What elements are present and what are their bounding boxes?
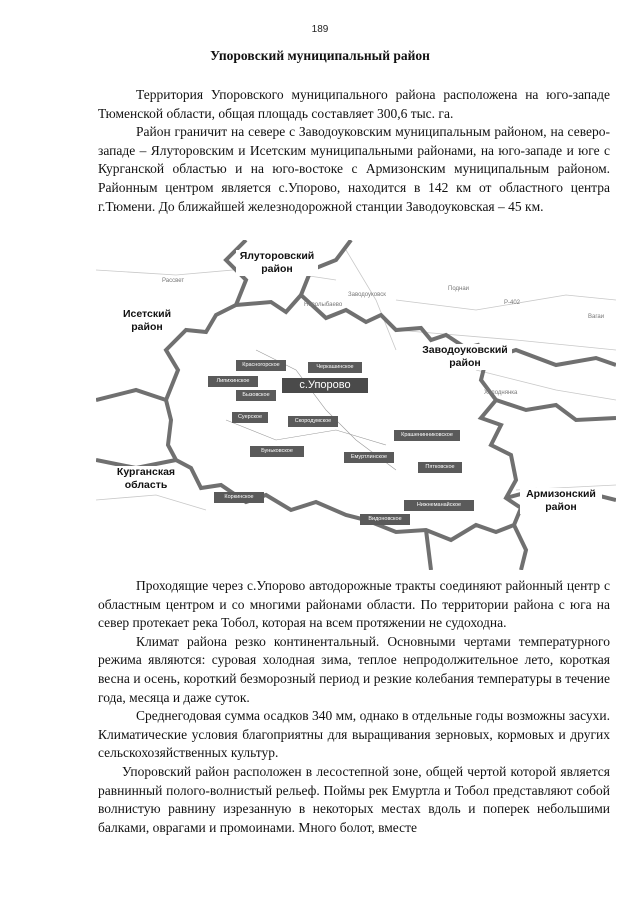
minor-label: Холоднянка xyxy=(484,390,518,396)
settlement-label: Бызовское xyxy=(236,390,276,401)
settlement-label: Красногорское xyxy=(236,360,286,371)
paragraph: Климат района резко континентальный. Основными чертами температурного режима являются: суровая холодная зима, теплое непродолжительное лето, короткая весна и осень, короткий безморозный период и резкие колебания температуры в течение года, месяца и даже суток. xyxy=(98,633,610,705)
body-text xyxy=(98,577,610,837)
settlement-label: Пятковское xyxy=(418,462,462,473)
settlement-label: Черкашинское xyxy=(308,362,362,373)
center-label: с.Упорово xyxy=(282,378,368,393)
settlement-label: Скородумское xyxy=(288,416,338,427)
paragraph: Упоровский район расположен в лесостепной зоне, общей чертой которой является равнинный полого-волнистый рельеф. Поймы рек Емуртла и Тобол представляют собой волнистую равнину изрезанную в некоторых местах вдоль и поперек небольшими балками, оврагами и промоинами. Много болот, вместе xyxy=(98,763,610,835)
settlement-label: Видоновское xyxy=(360,514,410,525)
minor-label: Р-402 xyxy=(504,300,521,306)
paragraph: Проходящие через с.Упорово автодорожные тракты соединяют районный центр с областным центром и со многими районами области. По территории района с юга на север протекает река Тобол, которая на всем протяжении не судоходна. xyxy=(98,578,610,631)
minor-label: Вагаи xyxy=(588,314,605,320)
settlement-label: Суерское xyxy=(232,412,268,423)
settlement-label: Липихинское xyxy=(208,376,258,387)
minor-label: Новолыбаево xyxy=(304,302,343,308)
page-title: Упоровский муниципальный район xyxy=(210,48,430,63)
minor-label: Поднаи xyxy=(448,286,470,292)
settlement-label: Нижнеманайское xyxy=(404,500,474,511)
region-label-armizon: Армизонский район xyxy=(520,488,602,514)
settlement-label: Буньковское xyxy=(250,446,304,457)
region-label-yalutorovsky: Ялуторовский район xyxy=(236,250,318,276)
minor-label: Рассвет xyxy=(162,278,185,284)
settlement-label: Коркинское xyxy=(214,492,264,503)
settlement-label: Крашенинниковское xyxy=(394,430,460,441)
map-drawing xyxy=(96,240,616,570)
paragraph: Среднегодовая сумма осадков 340 мм, однако в отдельные годы возможны засухи. Климатические условия благоприятны для выращивания зерновых, кормовых и других сельскохозяйственных культур. xyxy=(98,708,610,761)
minor-label: Заводоуковск xyxy=(348,292,386,298)
district-map xyxy=(96,240,616,570)
page-number: 189 xyxy=(311,24,329,35)
region-label-zavodoukovsky: Заводоуковский район xyxy=(418,344,512,370)
paragraph: Территория Упоровского муниципального района расположена на юго-западе Тюменской области, общая площадь составляет 300,6 тыс. га. xyxy=(98,87,610,121)
intro-text xyxy=(98,86,610,216)
settlement-label: Емуртлинское xyxy=(344,452,394,463)
region-label-isetsky: Исетский район xyxy=(118,308,176,334)
region-label-kurgan: Курганская область xyxy=(110,466,182,492)
paragraph: Район граничит на севере с Заводоуковским муниципальным районом, на северо-западе – Ялуторовским и Исетским муниципальными районами, на юго-западе и юге с Курганской областью и на юго-востоке с Армизонским муниципальным районом. Районным центром является с.Упорово, находится в 142 км от областного центра г.Тюмени. До ближайшей железнодорожной станции Заводоуковская – 45 км. xyxy=(98,124,610,214)
